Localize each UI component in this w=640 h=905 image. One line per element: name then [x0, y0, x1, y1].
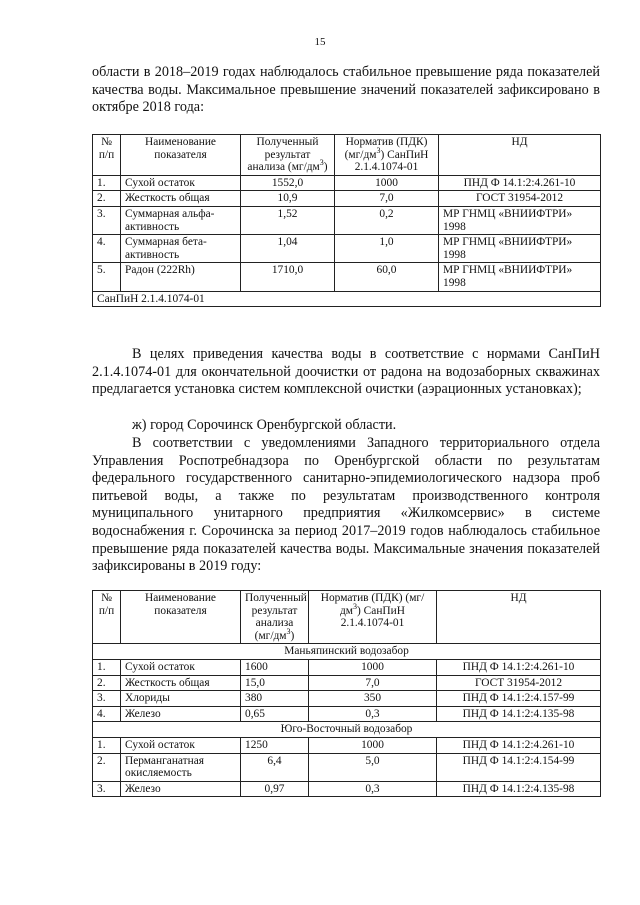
- cell-result: 1250: [241, 737, 309, 753]
- cell-norm: 0,2: [335, 206, 439, 234]
- cell-num: 3.: [93, 781, 121, 797]
- cell-nd: ПНД Ф 14.1:2:4.261-10: [437, 659, 601, 675]
- cell-name: Суммарная бета-активность: [121, 235, 241, 263]
- header-nd: НД: [439, 135, 601, 176]
- table-row: [93, 706, 601, 722]
- table-row: [93, 691, 601, 707]
- cell-norm: 1000: [309, 737, 437, 753]
- table-row: [93, 206, 601, 234]
- cell-result: 6,4: [241, 753, 309, 781]
- cell-name: Хлориды: [121, 691, 241, 707]
- cell-num: 4.: [93, 235, 121, 263]
- cell-num: 2.: [93, 753, 121, 781]
- paragraph-intro: области в 2018–2019 годах наблюдалось стабильное превышение ряда показателей качества воды. Максимальное превышение значений показателей зафиксировано в октябре 2018 года:: [92, 64, 600, 116]
- cell-num: 2.: [93, 675, 121, 691]
- cell-name: Суммарная альфа-активность: [121, 206, 241, 234]
- cell-result: 1710,0: [241, 263, 335, 291]
- cell-norm: 1,0: [335, 235, 439, 263]
- cell-nd: МР ГНМЦ «ВНИИФТРИ» 1998: [439, 263, 601, 291]
- cell-norm: 350: [309, 691, 437, 707]
- cell-name: Сухой остаток: [121, 737, 241, 753]
- cell-name: Железо: [121, 781, 241, 797]
- cell-name: Радон (222Rh): [121, 263, 241, 291]
- cell-nd: ПНД Ф 14.1:2:4.261-10: [439, 175, 601, 191]
- header-nd: НД: [437, 591, 601, 644]
- cell-name: Сухой остаток: [121, 659, 241, 675]
- section-row: [93, 722, 601, 738]
- cell-num: 3.: [93, 206, 121, 234]
- cell-nd: МР ГНМЦ «ВНИИФТРИ» 1998: [439, 206, 601, 234]
- cell-result: 1,04: [241, 235, 335, 263]
- cell-name: Жесткость общая: [121, 191, 241, 207]
- header-num: № п/п: [93, 591, 121, 644]
- cell-norm: 60,0: [335, 263, 439, 291]
- header-norm: Норматив (ПДК) $(мг/дм^3)$ СанПиН 2.1.4.1074-01: [335, 135, 439, 176]
- water-quality-table-2018: [92, 134, 601, 307]
- cell-num: 4.: [93, 706, 121, 722]
- cell-result: 380: [241, 691, 309, 707]
- cell-result: 1,52: [241, 206, 335, 234]
- cell-nd: ПНД Ф 14.1:2:4.154-99: [437, 753, 601, 781]
- cell-norm: 7,0: [335, 191, 439, 207]
- section-row: [93, 644, 601, 660]
- cell-num: 2.: [93, 191, 121, 207]
- cell-nd: ГОСТ 31954-2012: [439, 191, 601, 207]
- table-row: [93, 675, 601, 691]
- header-name: Наименование показателя: [121, 591, 241, 644]
- cell-name: Жесткость общая: [121, 675, 241, 691]
- section-title: Маньяпинский водозабор: [93, 644, 601, 660]
- header-num: № п/п: [93, 135, 121, 176]
- table-footer: СанПиН 2.1.4.1074-01: [93, 291, 601, 307]
- table-row: [93, 781, 601, 797]
- paragraph-sorochinsk: В соответствии с уведомлениями Западного территориального отдела Управления Роспотребнадзора по Оренбургской области по результатам федерального государственного санитарно-эпидемиологического надзора проб питьевой воды, а также по результатам производственного контроля муниципального унитарного предприятия «Жилкомсервис» в системе водоснабжения г. Сорочинска за период 2017–2019 годов наблюдалось стабильное превышение ряда показателей качества воды. Максимальные значения показателей зафиксированы в 2019 году:: [92, 435, 600, 575]
- cell-result: 1600: [241, 659, 309, 675]
- cell-result: 15,0: [241, 675, 309, 691]
- cell-name: Сухой остаток: [121, 175, 241, 191]
- cell-name: Перманганатная окисляемость: [121, 753, 241, 781]
- page-number: 15: [314, 36, 326, 48]
- header-result: Полученный результат анализа $(мг/дм^3)$: [241, 591, 309, 644]
- cell-norm: 5,0: [309, 753, 437, 781]
- cell-nd: ПНД Ф 14.1:2:4.135-98: [437, 706, 601, 722]
- table-row: [93, 263, 601, 291]
- table-footer-row: [93, 291, 601, 307]
- cell-norm: 0,3: [309, 706, 437, 722]
- cell-norm: 1000: [335, 175, 439, 191]
- table-row: [93, 175, 601, 191]
- header-name: Наименование показателя: [121, 135, 241, 176]
- table-header-row: [93, 135, 601, 176]
- cell-nd: ПНД Ф 14.1:2:4.157-99: [437, 691, 601, 707]
- table-row: [93, 235, 601, 263]
- cell-norm: 0,3: [309, 781, 437, 797]
- cell-result: 0,97: [241, 781, 309, 797]
- cell-result: 1552,0: [241, 175, 335, 191]
- cell-num: 3.: [93, 691, 121, 707]
- water-quality-table-2019: [92, 590, 601, 797]
- cell-norm: 7,0: [309, 675, 437, 691]
- cell-nd: МР ГНМЦ «ВНИИФТРИ» 1998: [439, 235, 601, 263]
- table-row: [93, 737, 601, 753]
- cell-num: 5.: [93, 263, 121, 291]
- cell-result: 10,9: [241, 191, 335, 207]
- header-result: Полученный результат анализа $(мг/дм^3)$: [241, 135, 335, 176]
- table-row: [93, 191, 601, 207]
- section-title: Юго-Восточный водозабор: [93, 722, 601, 738]
- cell-result: 0,65: [241, 706, 309, 722]
- cell-num: 1.: [93, 175, 121, 191]
- cell-nd: ПНД Ф 14.1:2:4.261-10: [437, 737, 601, 753]
- table-header-row: [93, 591, 601, 644]
- paragraph-city-heading: ж) город Сорочинск Оренбургской области.: [132, 417, 397, 433]
- cell-nd: ГОСТ 31954-2012: [437, 675, 601, 691]
- cell-name: Железо: [121, 706, 241, 722]
- cell-norm: 1000: [309, 659, 437, 675]
- paragraph-recommendation: В целях приведения качества воды в соответствие с нормами СанПиН 2.1.4.1074-01 для окончательной доочистки от радона на водозаборных скважинах предлагается установка систем комплексной очистки (аэрационных установках);: [92, 346, 600, 398]
- header-norm: Норматив (ПДК) $(мг/дм^3)$ СанПиН 2.1.4.1074-01: [309, 591, 437, 644]
- table-row: [93, 659, 601, 675]
- cell-nd: ПНД Ф 14.1:2:4.135-98: [437, 781, 601, 797]
- table-row: [93, 753, 601, 781]
- cell-num: 1.: [93, 659, 121, 675]
- cell-num: 1.: [93, 737, 121, 753]
